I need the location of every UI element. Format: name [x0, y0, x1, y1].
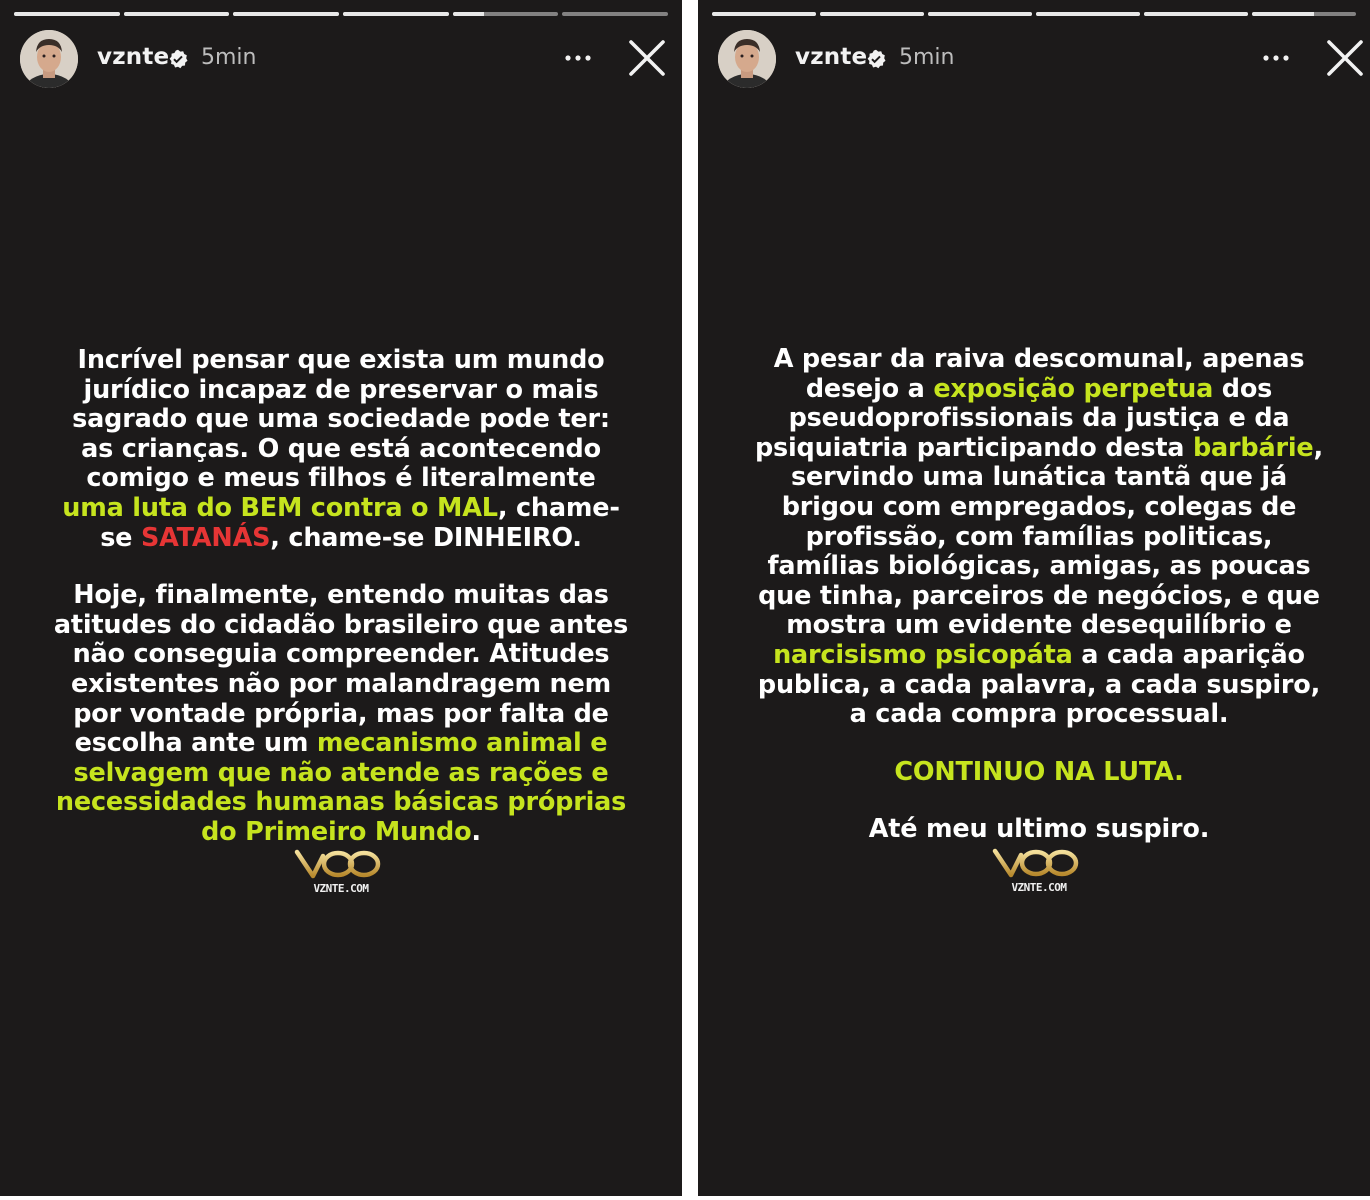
vznte-logo: [991, 845, 1087, 894]
progress-segment: [820, 12, 924, 16]
more-horizontal-icon[interactable]: [560, 40, 596, 76]
vznte-logo: [293, 846, 389, 895]
text-run: .: [471, 816, 481, 847]
progress-segment: [453, 12, 559, 16]
username[interactable]: vznte: [795, 44, 868, 70]
text-run: A pesar da raiva descomunal, apenas desejo a: [773, 344, 1305, 404]
vznte-logo-icon: [991, 845, 1087, 879]
more-horizontal-icon[interactable]: [1258, 40, 1294, 76]
paragraph: [52, 581, 630, 847]
story-text: [754, 345, 1324, 845]
progress-segment: [1252, 12, 1356, 16]
text-run: dos pseudoprofissionais da justiça e da psiquiatria participando desta: [754, 373, 1290, 463]
text-run: a cada aparição publica, a cada palavra, a cada suspiro, a cada compra processual.: [757, 639, 1321, 730]
progress-segment: [14, 12, 120, 16]
verified-badge-icon: [168, 49, 188, 69]
highlighted-text: exposição perpetua: [933, 373, 1214, 404]
timestamp: 5min: [899, 45, 955, 70]
paragraph: [754, 345, 1324, 730]
red-text: SATANÁS: [140, 522, 271, 553]
continuo-na-luta: CONTINUO NA LUTA.: [894, 756, 1184, 787]
verified-badge-icon: [866, 49, 886, 69]
text-run: , chame-se: [100, 492, 620, 553]
logo-text: VZNTE.COM: [313, 882, 369, 895]
avatar[interactable]: [20, 30, 78, 88]
progress-segment: [928, 12, 1032, 16]
progress-segment: [1144, 12, 1248, 16]
story-panel-right[interactable]: [698, 0, 1370, 1196]
text-run: , servindo uma lunática tantã que já brigou com empregados, colegas de profissão, com famílias politicas, famílias biológicas, amigas, as poucas que tinha, parceiros de negócios, e que mostra um evidente desequilíbrio e: [758, 432, 1324, 641]
highlighted-text: narcisismo psicopáta: [773, 639, 1073, 670]
progress-segment: [343, 12, 449, 16]
progress-segment: [1036, 12, 1140, 16]
story-header: [718, 30, 1356, 88]
text-run: , chame-se DINHEIRO.: [270, 522, 582, 553]
story-progress-bar: [712, 12, 1356, 16]
vznte-logo-icon: [293, 846, 389, 880]
highlighted-text: uma luta do BEM contra o MAL: [62, 492, 498, 523]
progress-segment: [712, 12, 816, 16]
story-panel-left[interactable]: [0, 0, 682, 1196]
username[interactable]: vznte: [97, 44, 170, 70]
close-x-icon[interactable]: [1323, 36, 1367, 80]
logo-text: VZNTE.COM: [1011, 881, 1067, 894]
timestamp: 5min: [201, 45, 257, 70]
story-text: [52, 346, 630, 848]
avatar[interactable]: [718, 30, 776, 88]
story-progress-bar: [14, 12, 668, 16]
highlighted-text: mecanismo animal e selvagem que não atende as rações e necessidades humanas básicas próprias do Primeiro Mundo: [55, 728, 627, 847]
closing-line: Até meu ultimo suspiro.: [868, 814, 1210, 845]
close-x-icon[interactable]: [625, 36, 669, 80]
progress-segment: [562, 12, 668, 16]
paragraph: [52, 346, 630, 553]
story-header: [20, 30, 668, 88]
progress-segment: [233, 12, 339, 16]
text-run: Incrível pensar que exista um mundo jurídico incapaz de preservar o mais sagrado que uma sociedade pode ter: as crianças. O que está acontecendo comigo e meus filhos é literalmente: [72, 345, 610, 494]
highlighted-text: barbárie: [1193, 432, 1314, 463]
text-run: Hoje, finalmente, entendo muitas das atitudes do cidadão brasileiro que antes não conseguia compreender. Atitudes existentes não por malandragem nem por vontade própria, mas por falta de escolha ante um: [53, 580, 629, 759]
progress-segment: [124, 12, 230, 16]
